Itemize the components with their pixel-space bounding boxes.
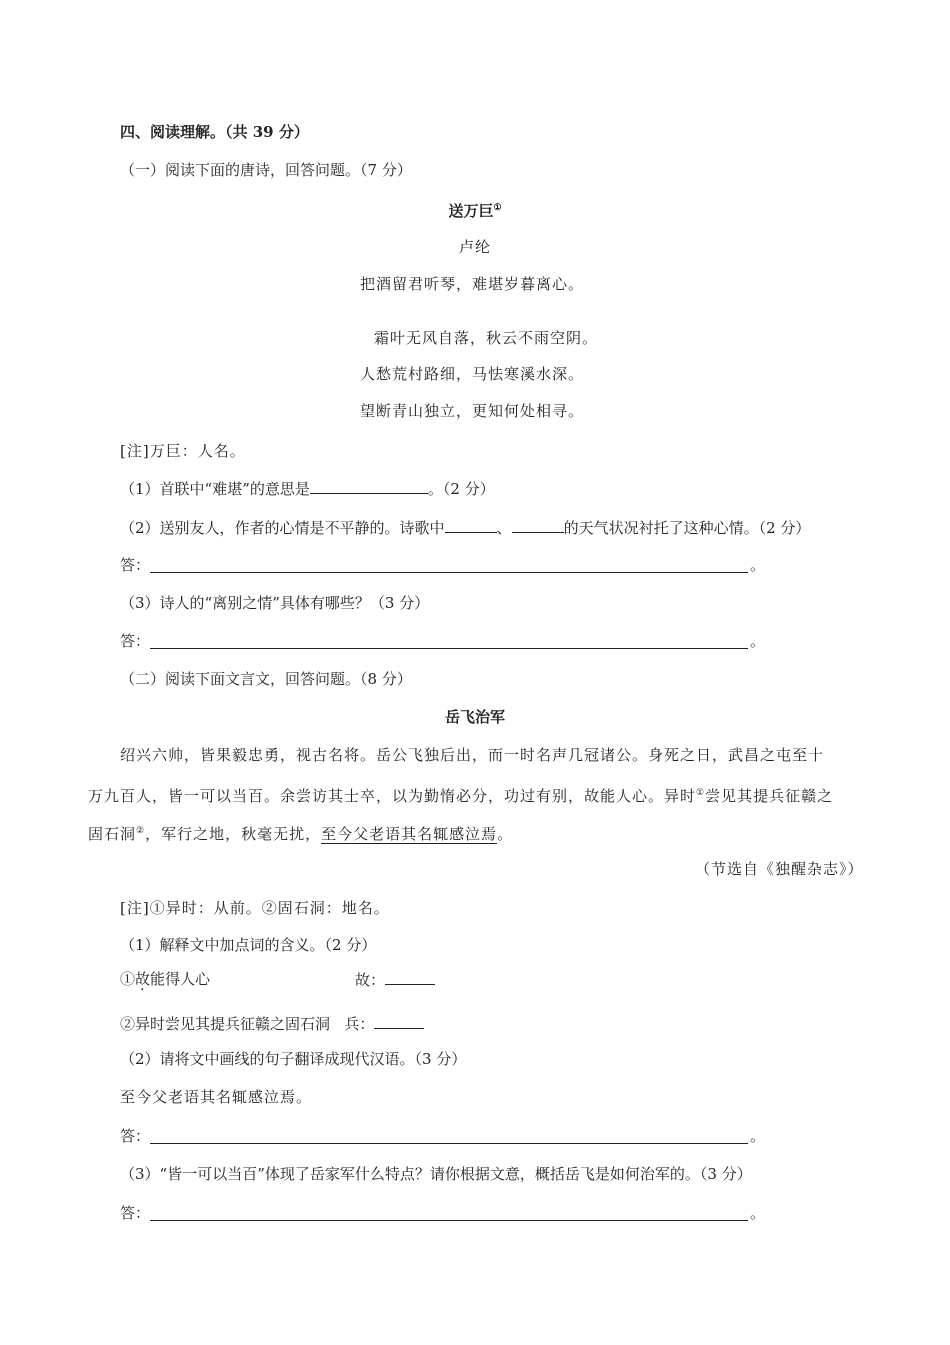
- answer-line[interactable]: [150, 1219, 748, 1221]
- fill-blank[interactable]: [374, 1013, 424, 1029]
- prose-note: [注]①异时：从前。②固石洞：地名。: [120, 899, 390, 917]
- poem-line: 望断青山独立，更知何处相寻。: [360, 402, 585, 420]
- fill-blank[interactable]: [385, 969, 435, 985]
- answer-line[interactable]: [150, 647, 748, 649]
- question-2-1a: ①故能得人心: [120, 970, 211, 988]
- answer-end: 。: [750, 556, 766, 574]
- part1-heading: （一）阅读下面的唐诗，回答问题。（7 分）: [120, 161, 412, 179]
- answer-line[interactable]: [150, 571, 748, 573]
- fill-blank[interactable]: [445, 517, 497, 533]
- prose-line: 固石洞②，军行之地，秋毫无扰，至今父老语其名辄感泣焉。: [88, 825, 514, 843]
- poem-line: 把酒留君听琴，难堪岁暮离心。: [360, 275, 585, 293]
- prose-title: 岳飞治军: [444, 708, 505, 726]
- poem-title-note: ①: [493, 203, 502, 213]
- answer-end: 。: [750, 1204, 766, 1222]
- answer-end: 。: [750, 632, 766, 650]
- question-2-3: （3）“皆一可以当百”体现了岳家军什么特点？请你根据文意，概括岳飞是如何治军的。（3 分）: [120, 1165, 752, 1183]
- section-title: 四、阅读理解。（共 39 分）: [120, 123, 309, 141]
- poem-author: 卢纶: [458, 238, 491, 256]
- prose-line: 万九百人，皆一可以当百。余尝访其士卒，以为勤惰必分，功过有别，故能人心。异时①尝见其提兵征赣之: [88, 787, 834, 805]
- answer-label: 答：: [120, 1204, 151, 1222]
- poem-line: 人愁荒村路细，马怯寒溪水深。: [360, 365, 585, 383]
- question-2-1: （1）解释文中加点词的含义。（2 分）: [120, 936, 377, 954]
- note-marker: ①: [696, 788, 706, 798]
- answer-label: 答：: [120, 556, 151, 574]
- fill-blank[interactable]: [310, 478, 428, 494]
- answer-end: 。: [750, 1127, 766, 1145]
- poem-line: 霜叶无风自落，秋云不雨空阴。: [374, 329, 599, 347]
- prose-source: （节选自《独醒杂志》）: [695, 860, 864, 878]
- underlined-sentence: 至今父老语其名辄感泣焉: [321, 825, 498, 843]
- part2-heading: （二）阅读下面文言文，回答问题。（8 分）: [120, 670, 412, 688]
- translate-sentence: 至今父老语其名辄感泣焉。: [120, 1088, 313, 1106]
- fill-blank[interactable]: [512, 517, 564, 533]
- question-2-2: （2）请将文中画线的句子翻译成现代汉语。（3 分）: [120, 1050, 467, 1068]
- question-1-3: （3）诗人的“离别之情”具体有哪些？（3 分）: [120, 594, 430, 612]
- dotted-word: 故: [135, 970, 151, 988]
- answer-label: 答：: [120, 632, 151, 650]
- answer-label: 答：: [120, 1127, 151, 1145]
- answer-line[interactable]: [150, 1142, 748, 1144]
- prose-line: 绍兴六帅，皆果毅忠勇，视古名将。岳公飞独后出，而一时名声几冠诸公。身死之日，武昌之屯至十: [120, 746, 825, 764]
- note-marker: ②: [136, 826, 146, 836]
- question-2-1b: ②异时尝见其提兵征赣之固石洞 兵：: [120, 1013, 424, 1034]
- question-1-2: （2）送别友人，作者的心情是不平静的。诗歌中 、 的天气状况衬托了这种心情。（2 分）: [120, 519, 811, 537]
- poem-note: [注]万巨：人名。: [120, 442, 246, 460]
- question-2-1a-answer: 故：: [355, 969, 435, 990]
- poem-title: 送万巨①: [448, 202, 502, 220]
- question-1-1: （1）首联中“难堪”的意思是 。（2 分）: [120, 480, 495, 498]
